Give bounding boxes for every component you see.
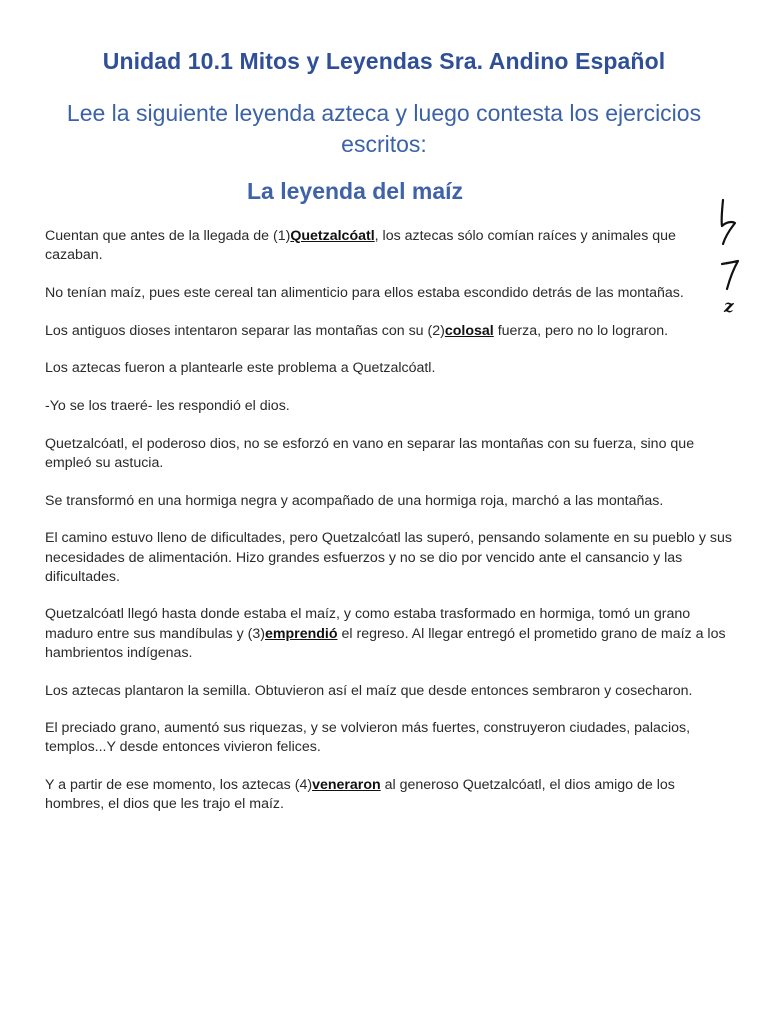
paragraph-10: Los aztecas plantaron la semilla. Obtuvieron así el maíz que desde entonces sembraron y cosecharon. [45, 682, 693, 699]
paragraph-12 [45, 776, 735, 814]
paragraph-7: Se transformó en una hormiga negra y acompañado de una hormiga roja, marchó a las montañas. [45, 492, 664, 509]
unit-title: Unidad 10.1 Mitos y Leyendas Sra. Andino Español [102, 48, 666, 74]
paragraph-4: Los aztecas fueron a plantearle este problema a Quetzalcóatl. [45, 360, 436, 377]
paragraph-1-text-before: Cuentan que antes de la llegada de (1) [45, 228, 291, 244]
paragraph-3 [45, 322, 735, 341]
paragraph-3-text-after: fuerza, pero no lo lograron. [493, 322, 669, 339]
paragraph-5: -Yo se los traeré- les respondió el dios. [45, 398, 290, 415]
vocab-word-4: veneraron [312, 777, 381, 794]
paragraph-2: No tenían maíz, pues este cereal tan alimenticio para ellos estaba escondido detrás de las montañas. [45, 284, 684, 301]
legend-body [45, 227, 735, 833]
paragraph-8: El camino estuvo lleno de dificultades, pero Quetzalcóatl las superó, pensando solamente en su pueblo y sus necesidades de alimentación. Hizo grandes esfuerzos y no se dio por vencido ante el cansancio y las dificultades. [45, 530, 732, 585]
scribble-stroke-1 [722, 200, 735, 244]
paragraph-1 [45, 227, 735, 265]
paragraph-9-text-after: el regreso. Al llegar entregó el prometido grano de maíz a los hambrientos indígenas. [45, 625, 726, 661]
scribble-letter: z [724, 297, 734, 317]
paragraph-12-text-after: al generoso Quetzalcóatl, el dios amigo de los hombres, el dios que les trajo el maíz. [45, 777, 675, 813]
margin-scribble [712, 192, 768, 322]
paragraph-6: Quetzalcóatl, el poderoso dios, no se esforzó en vano en separar las montañas con su fuerza, sino que empleó su astucia. [45, 435, 695, 471]
paragraph-11: El preciado grano, aumentó sus riquezas, y se volvieron más fuertes, construyeron ciudades, palacios, templos...Y desde entonces vivieron felices. [45, 720, 691, 756]
vocab-word-1: Quetzalcóatl [290, 228, 375, 244]
instructions: Lee la siguiente leyenda azteca y luego contesta los ejercicios escritos: [66, 100, 702, 157]
paragraph-9 [45, 605, 735, 663]
legend-title: La leyenda del maíz [246, 178, 464, 204]
paragraph-3-text-before: Los antiguos dioses intentaron separar las montañas con su (2) [45, 322, 445, 339]
paragraph-1-text-after: , los aztecas sólo comían raíces y animales que cazaban. [45, 228, 676, 264]
scribble-stroke-2 [722, 261, 738, 289]
vocab-word-2: colosal [444, 322, 494, 339]
paragraph-9-text-before: Quetzalcóatl llegó hasta donde estaba el maíz, y como estaba trasformado en hormiga, tomó un grano maduro entre sus mandíbulas y (3) [45, 606, 691, 642]
vocab-word-3: emprendió [265, 625, 338, 642]
paragraph-12-text-before: Y a partir de ese momento, los aztecas (4) [45, 777, 313, 794]
